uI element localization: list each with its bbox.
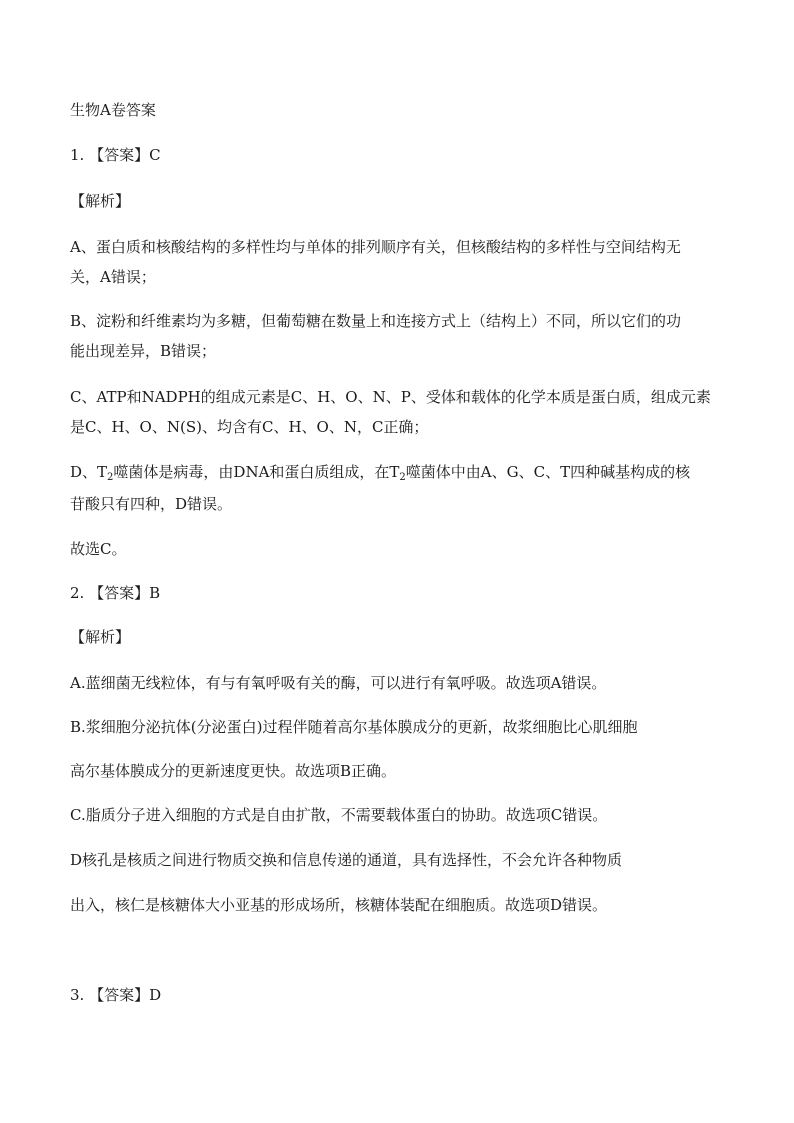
q2-option-c: C.脂质分子进入细胞的方式是自由扩散，不需要载体蛋白的协助。故选项C错误。 xyxy=(70,806,608,824)
q1-option-b-line2: 能出现差异，B错误； xyxy=(70,342,217,360)
subscript-2: 2 xyxy=(107,472,114,483)
q1-option-c-line1: C、ATP和NADPH的组成元素是C、H、O、N、P、受体和载体的化学本质是蛋白质，组成元素 xyxy=(70,388,711,406)
q1-option-d-text-b: 噬菌体是病毒，由DNA和蛋白质组成，在T xyxy=(113,463,400,481)
doc-title: 生物A卷答案 xyxy=(70,101,156,119)
q2-option-d-line1: D核孔是核质之间进行物质交换和信息传递的通道，具有选择性，不会允许各种物质 xyxy=(70,851,623,869)
q1-answer: 1. 【答案】C xyxy=(70,146,161,164)
q3-answer: 3. 【答案】D xyxy=(70,986,162,1004)
q2-option-b-line2: 高尔基体膜成分的更新速度更快。故选项B正确。 xyxy=(70,762,397,780)
q1-option-d-text-c: 噬菌体中由A、G、C、T四种碱基构成的核 xyxy=(405,463,691,481)
q1-conclusion: 故选C。 xyxy=(70,540,127,558)
q1-option-b-line1: B、淀粉和纤维素均为多糖，但葡萄糖在数量上和连接方式上（结构上）不同，所以它们的功 xyxy=(70,312,682,330)
q1-option-d-text-a: D、T xyxy=(70,463,108,481)
q1-option-d-line1 xyxy=(70,461,690,489)
q1-option-a-line1: A、蛋白质和核酸结构的多样性均与单体的排列顺序有关，但核酸结构的多样性与空间结构无 xyxy=(70,238,681,256)
q1-analysis-label: 【解析】 xyxy=(70,192,131,210)
subscript-2: 2 xyxy=(399,472,406,483)
q2-analysis-label: 【解析】 xyxy=(70,628,131,646)
q1-option-a-line2: 关，A错误； xyxy=(70,268,156,286)
q1-option-c-line2: 是C、H、O、N(S)、均含有C、H、O、N，C正确； xyxy=(70,418,429,436)
q2-option-a: A.蓝细菌无线粒体，有与有氧呼吸有关的酶，可以进行有氧呼吸。故选项A错误。 xyxy=(70,674,607,692)
q2-option-d-line2: 出入，核仁是核糖体大小亚基的形成场所，核糖体装配在细胞质。故选项D错误。 xyxy=(70,896,608,914)
q2-answer: 2. 【答案】B xyxy=(70,584,161,602)
q2-option-b-line1: B.浆细胞分泌抗体(分泌蛋白)过程伴随着高尔基体膜成分的更新，故浆细胞比心肌细胞 xyxy=(70,718,638,736)
q1-option-d-line2: 苷酸只有四种，D错误。 xyxy=(70,495,233,513)
